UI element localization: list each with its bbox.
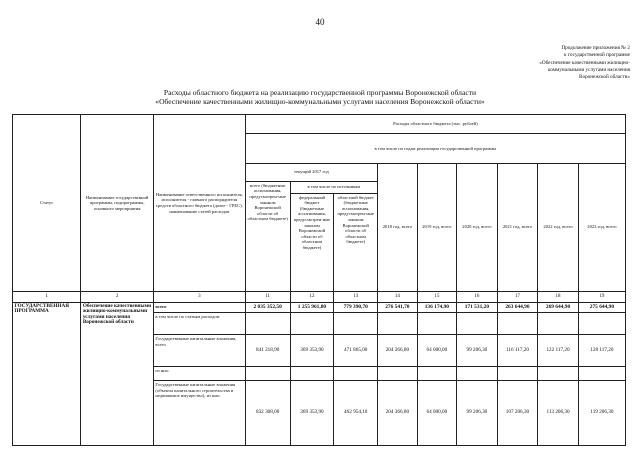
header-regional: областной бюджет (бюджетные ассигнования, предусмотрен-ные законом Воронежской области об областном бюджете) xyxy=(334,193,378,291)
empty-cell xyxy=(538,313,579,335)
empty-cell xyxy=(334,367,378,381)
total-federal: 1 255 961,80 xyxy=(290,302,334,313)
capital-objects-federal: 369 353,90 xyxy=(290,381,334,446)
total-2020: 171 531,20 xyxy=(457,302,498,313)
capital-2021: 116 117,20 xyxy=(497,334,538,366)
empty-cell xyxy=(497,313,538,335)
empty-cell xyxy=(290,313,334,335)
appendix-line: Воронежской области» xyxy=(579,74,630,81)
capital-objects-2018: 204 366,80 xyxy=(378,381,418,446)
program-name-cell: Обеспечение качественными жилищно-коммунальными услугами населения Воронежской области xyxy=(81,302,154,445)
row-label-capital: Государственные капитальные вложения, всего xyxy=(153,334,245,366)
header-by-sources: в том числе по источникам xyxy=(290,181,378,193)
column-index: 1 xyxy=(13,291,81,302)
title-line: Расходы областного бюджета на реализацию государственной программы Воронежской области xyxy=(163,88,477,97)
header-2019: 2019 год, всего xyxy=(417,163,457,291)
capital-objects-regional: 462 954,10 xyxy=(334,381,378,446)
appendix-line: Продолжение приложения № 2 xyxy=(561,45,630,51)
header-2021: 2021 год, всего xyxy=(497,163,538,291)
row-label-by-articles: в том числе по статьям расходов: xyxy=(153,313,245,335)
column-index: 15 xyxy=(417,291,457,302)
header-executor: Наименование ответственного исполнителя, исполнителя - главного распорядителя средств областного бюджета (далее - ГРБС), наименование статей расходов xyxy=(153,115,245,292)
header-2018: 2018 год, всего xyxy=(378,163,418,291)
page-number: 40 xyxy=(315,17,325,27)
column-index: 16 xyxy=(457,291,498,302)
capital-2019: 64 000,00 xyxy=(417,334,457,366)
row-label-of-which: из них: xyxy=(153,367,245,381)
empty-cell xyxy=(290,367,334,381)
header-by-years: в том числе по годам реализации государственной программы xyxy=(245,134,625,163)
capital-2023: 128 117,20 xyxy=(578,334,625,366)
appendix-line: к государственной программе xyxy=(564,52,630,59)
appendix-line: коммунальными услугами населения xyxy=(547,66,630,73)
total-2022: 269 644,90 xyxy=(538,302,579,313)
empty-cell xyxy=(538,367,579,381)
capital-objects-2021: 107 206,30 xyxy=(497,381,538,446)
document-title xyxy=(60,88,580,106)
total-2023: 275 644,90 xyxy=(578,302,625,313)
capital-federal: 369 353,90 xyxy=(290,334,334,366)
total-2021: 263 644,90 xyxy=(497,302,538,313)
capital-2022: 122 117,20 xyxy=(538,334,579,366)
appendix-note xyxy=(480,45,630,81)
header-expenses: Расходы областного бюджета (тыс. рублей) xyxy=(245,115,625,134)
capital-2017: 841 218,90 xyxy=(245,334,290,366)
total-2017: 2 035 352,50 xyxy=(245,302,290,313)
total-2019: 136 174,90 xyxy=(417,302,457,313)
column-index: 2 xyxy=(81,291,154,302)
column-index: 3 xyxy=(153,291,245,302)
header-federal: федеральный бюджет (бюджетные ассигнования, предусмотрен-ные законом Воронежской области об областном бюджете) xyxy=(290,193,334,291)
empty-cell xyxy=(457,313,498,335)
header-status: Статус xyxy=(13,115,81,292)
empty-cell xyxy=(417,313,457,335)
capital-regional: 471 865,00 xyxy=(334,334,378,366)
empty-cell xyxy=(457,367,498,381)
appendix-line: «Обеспечение качественными жилищно- xyxy=(539,59,630,66)
row-label-capital-objects: Государственные капитальные вложения (объекты капитального строительства и недвижимое имущество), из них: xyxy=(153,381,245,446)
header-2022: 2022 год, всего xyxy=(538,163,579,291)
empty-cell xyxy=(378,313,418,335)
status-cell: ГОСУДАРСТВЕННАЯ ПРОГРАММА xyxy=(13,302,81,445)
capital-2018: 204 366,80 xyxy=(378,334,418,366)
capital-2020: 99 206,30 xyxy=(457,334,498,366)
budget-table xyxy=(12,114,626,446)
empty-cell xyxy=(417,367,457,381)
header-program-name: Наименование государственной программы, подпрограммы, основного мероприятия xyxy=(81,115,154,292)
empty-cell xyxy=(334,313,378,335)
capital-objects-2022: 113 206,30 xyxy=(538,381,579,446)
header-current-2017: текущий 2017 год xyxy=(245,163,377,181)
capital-objects-2023: 119 206,30 xyxy=(578,381,625,446)
capital-objects-2020: 99 206,30 xyxy=(457,381,498,446)
column-index: 17 xyxy=(497,291,538,302)
total-regional: 779 390,70 xyxy=(334,302,378,313)
header-total-2017: всего (бюджетные ассигнования, предусмотрен-ные законом Воронежской области об областном бюджете) xyxy=(245,181,290,291)
capital-objects-2019: 64 000,00 xyxy=(417,381,457,446)
total-2018: 276 541,70 xyxy=(378,302,418,313)
empty-cell xyxy=(245,367,290,381)
empty-cell xyxy=(578,367,625,381)
column-index: 19 xyxy=(578,291,625,302)
header-2020: 2020 год, всего xyxy=(457,163,498,291)
column-index: 11 xyxy=(245,291,290,302)
empty-cell xyxy=(378,367,418,381)
title-line: «Обеспечение качественными жилищно-коммунальными услугами населения Воронежской области» xyxy=(155,97,485,106)
column-index: 14 xyxy=(378,291,418,302)
empty-cell xyxy=(497,367,538,381)
header-2023: 2023 год, всего xyxy=(578,163,625,291)
column-index: 18 xyxy=(538,291,579,302)
empty-cell xyxy=(245,313,290,335)
empty-cell xyxy=(578,313,625,335)
column-index: 13 xyxy=(334,291,378,302)
column-index: 12 xyxy=(290,291,334,302)
capital-objects-2017: 832 308,00 xyxy=(245,381,290,446)
row-label-total: всего xyxy=(153,302,245,313)
